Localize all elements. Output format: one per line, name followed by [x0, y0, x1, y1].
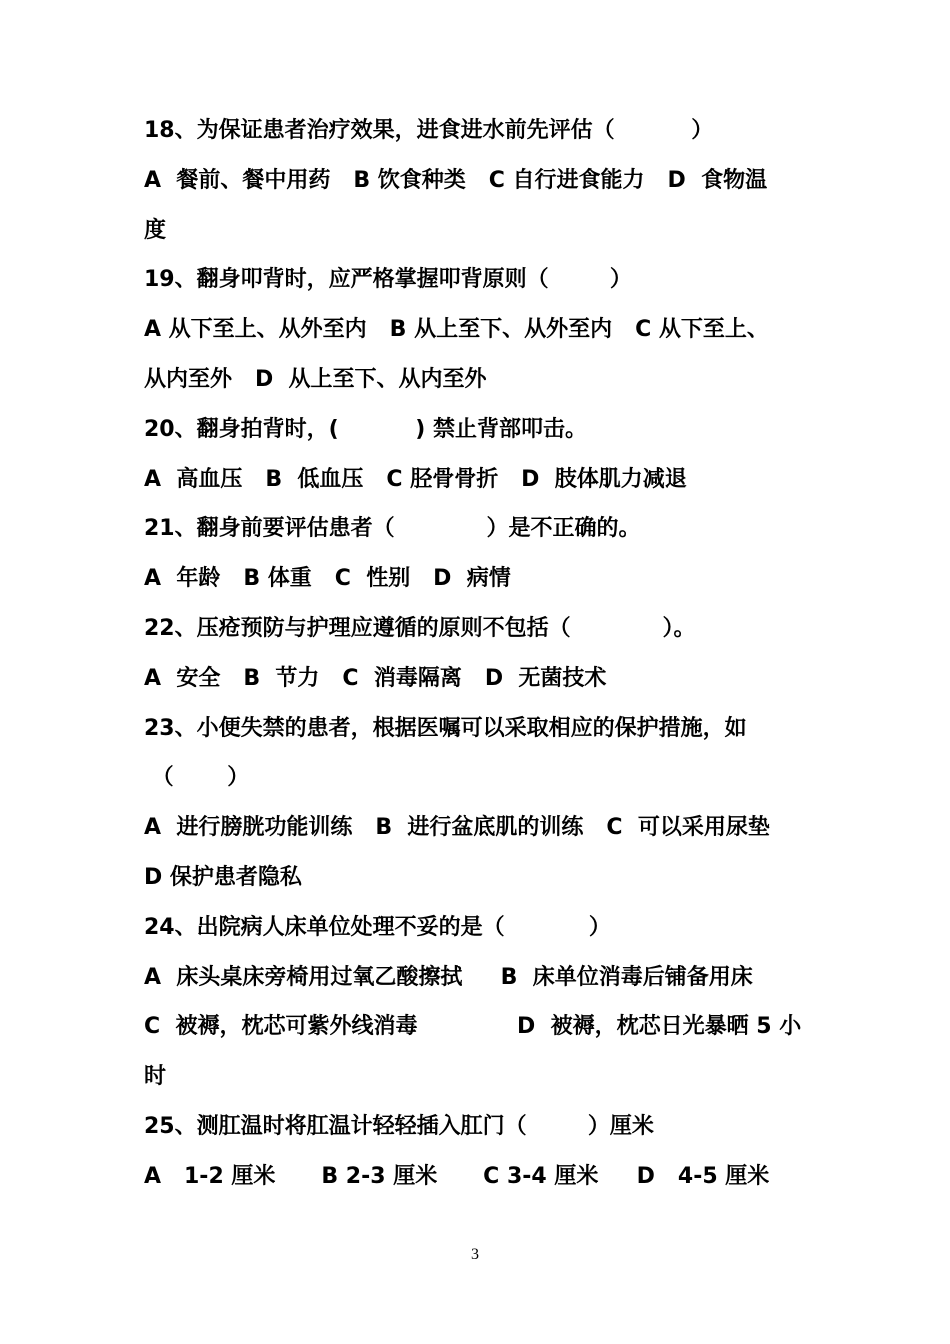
question-24-options: A 床头桌床旁椅用过氧乙酸擦拭 B 床单位消毒后铺备用床	[144, 964, 753, 990]
question-24: 24、出院病人床单位处理不妥的是（ ）	[144, 914, 611, 940]
question-23-options-cont: D 保护患者隐私	[144, 864, 302, 890]
page-number: 3	[471, 1246, 479, 1263]
question-24-options-2: C 被褥，枕芯可紫外线消毒 D 被褥，枕芯日光暴晒 5 小	[144, 1014, 802, 1040]
question-23-options: A 进行膀胱功能训练 B 进行盆底肌的训练 C 可以采用尿垫	[144, 815, 770, 841]
question-18: 18、为保证患者治疗效果，进食进水前先评估（ ）	[144, 118, 714, 143]
question-23: 23、小便失禁的患者，根据医嘱可以采取相应的保护措施，如	[144, 715, 747, 741]
document-body	[144, 106, 824, 1202]
question-18-options: A 餐前、餐中用药 B 饮食种类 C 自行进食能力 D 食物温	[144, 167, 768, 193]
question-19-options-cont: 从内至外 D 从上至下、从内至外	[144, 366, 487, 392]
question-20-options: A 高血压 B 低血压 C 胫骨骨折 D 肢体肌力减退	[144, 466, 687, 492]
question-19-options: A 从下至上、从外至内 B 从上至下、从外至内 C 从下至上、	[144, 317, 769, 343]
question-25: 25、测肛温时将肛温计轻轻插入肛门（ ）厘米	[144, 1113, 654, 1139]
question-25-options: A 1-2 厘米 B 2-3 厘米 C 3-4 厘米 D 4-5 厘米	[144, 1163, 770, 1189]
question-24-options-cont: 时	[144, 1064, 167, 1090]
question-18-options-cont: 度	[144, 217, 167, 243]
question-22-options: A 安全 B 节力 C 消毒隔离 D 无菌技术	[144, 665, 607, 691]
question-22: 22、压疮预防与护理应遵循的原则不包括（ ）。	[144, 615, 696, 641]
question-20: 20、翻身拍背时，( ) 禁止背部叩击。	[144, 416, 587, 442]
question-21-options: A 年龄 B 体重 C 性别 D 病情	[144, 566, 511, 592]
question-21: 21、翻身前要评估患者（ ）是不正确的。	[144, 516, 641, 542]
question-19: 19、翻身叩背时，应严格掌握叩背原则（ ）	[144, 267, 632, 293]
question-23-cont: （ ）	[144, 765, 250, 791]
